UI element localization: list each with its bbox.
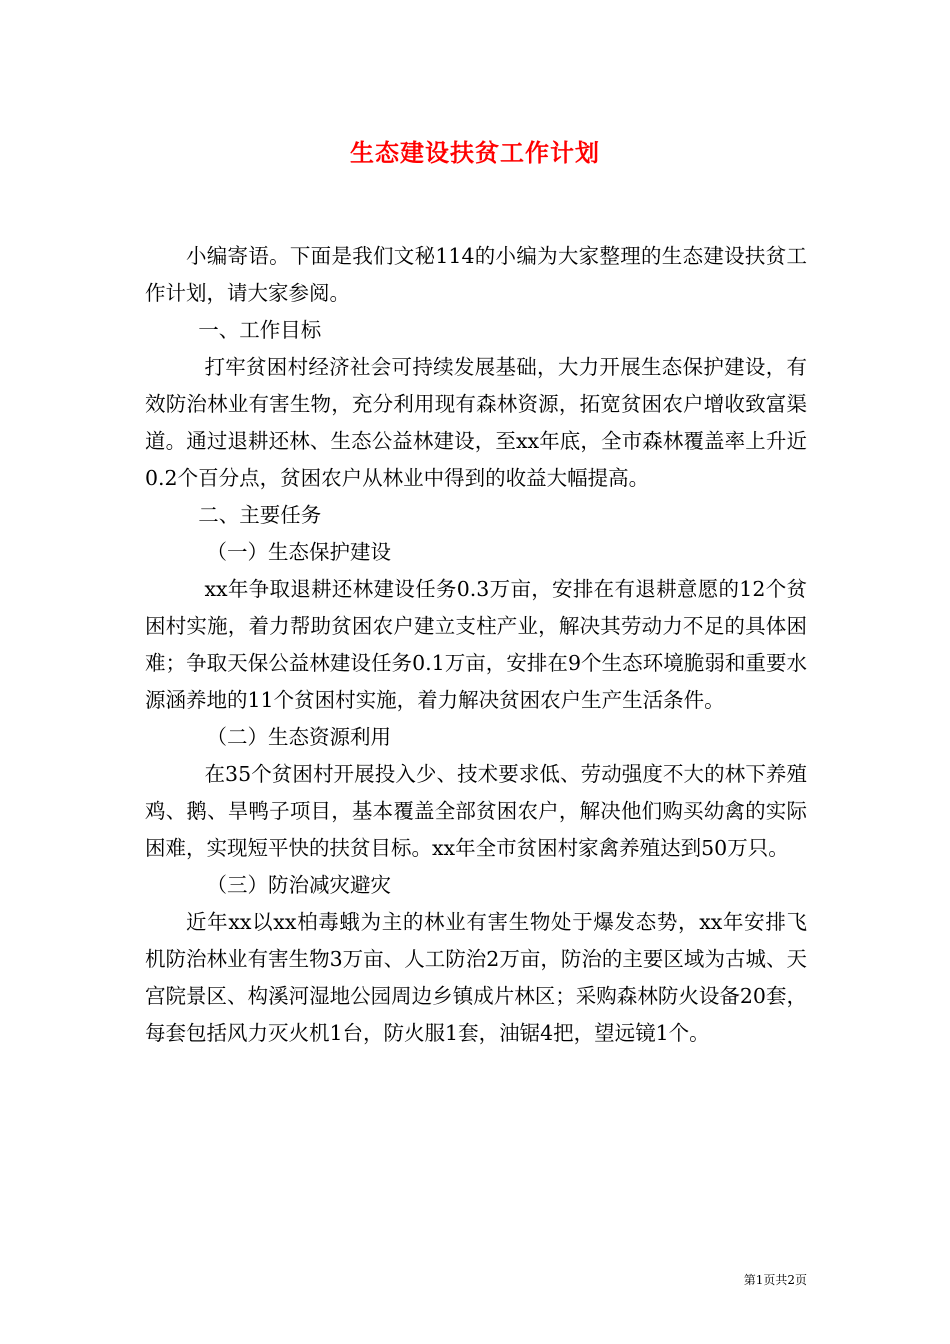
body-paragraph: xx年争取退耕还林建设任务0.3万亩，安排在有退耕意愿的12个贫困村实施，着力帮助贫困农户建立支柱产业，解决其劳动力不足的具体困难；争取天保公益林建设任务0.1万亩，安排在9个生态环境脆弱和重要水源涵养地的11个贫困村实施，着力解决贫困农户生产生活条件。 (145, 577, 807, 712)
section-heading: 二、主要任务 (198, 503, 322, 527)
subsection-heading: （一）生态保护建设 (206, 540, 391, 564)
subsection-heading: （三）防治减灾避灾 (206, 873, 391, 897)
document-body (145, 238, 807, 1052)
section-heading: 一、工作目标 (198, 318, 322, 342)
body-paragraph: 打牢贫困村经济社会可持续发展基础，大力开展生态保护建设，有效防治林业有害生物，充分利用现有森林资源，拓宽贫困农户增收致富渠道。通过退耕还林、生态公益林建设，至xx年底，全市森林覆盖率上升近0.2个百分点，贫困农户从林业中得到的收益大幅提高。 (145, 355, 807, 490)
subsection-heading: （二）生态资源利用 (206, 725, 391, 749)
body-paragraph: 近年xx以xx柏毒蛾为主的林业有害生物处于爆发态势，xx年安排飞机防治林业有害生物3万亩、人工防治2万亩，防治的主要区域为古城、天宫院景区、构溪河湿地公园周边乡镇成片林区；采购森林防火设备20套，每套包括风力灭火机1台，防火服1套，油锯4把，望远镜1个。 (145, 910, 807, 1045)
document-title: 生态建设扶贫工作计划 (350, 138, 600, 167)
intro-paragraph: 小编寄语。下面是我们文秘114的小编为大家整理的生态建设扶贫工作计划，请大家参阅。 (145, 244, 807, 305)
page-number: 第1页共2页 (743, 1273, 807, 1287)
body-paragraph: 在35个贫困村开展投入少、技术要求低、劳动强度不大的林下养殖鸡、鹅、旱鸭子项目，基本覆盖全部贫困农户，解决他们购买幼禽的实际困难，实现短平快的扶贫目标。xx年全市贫困村家禽养殖达到50万只。 (145, 762, 807, 860)
